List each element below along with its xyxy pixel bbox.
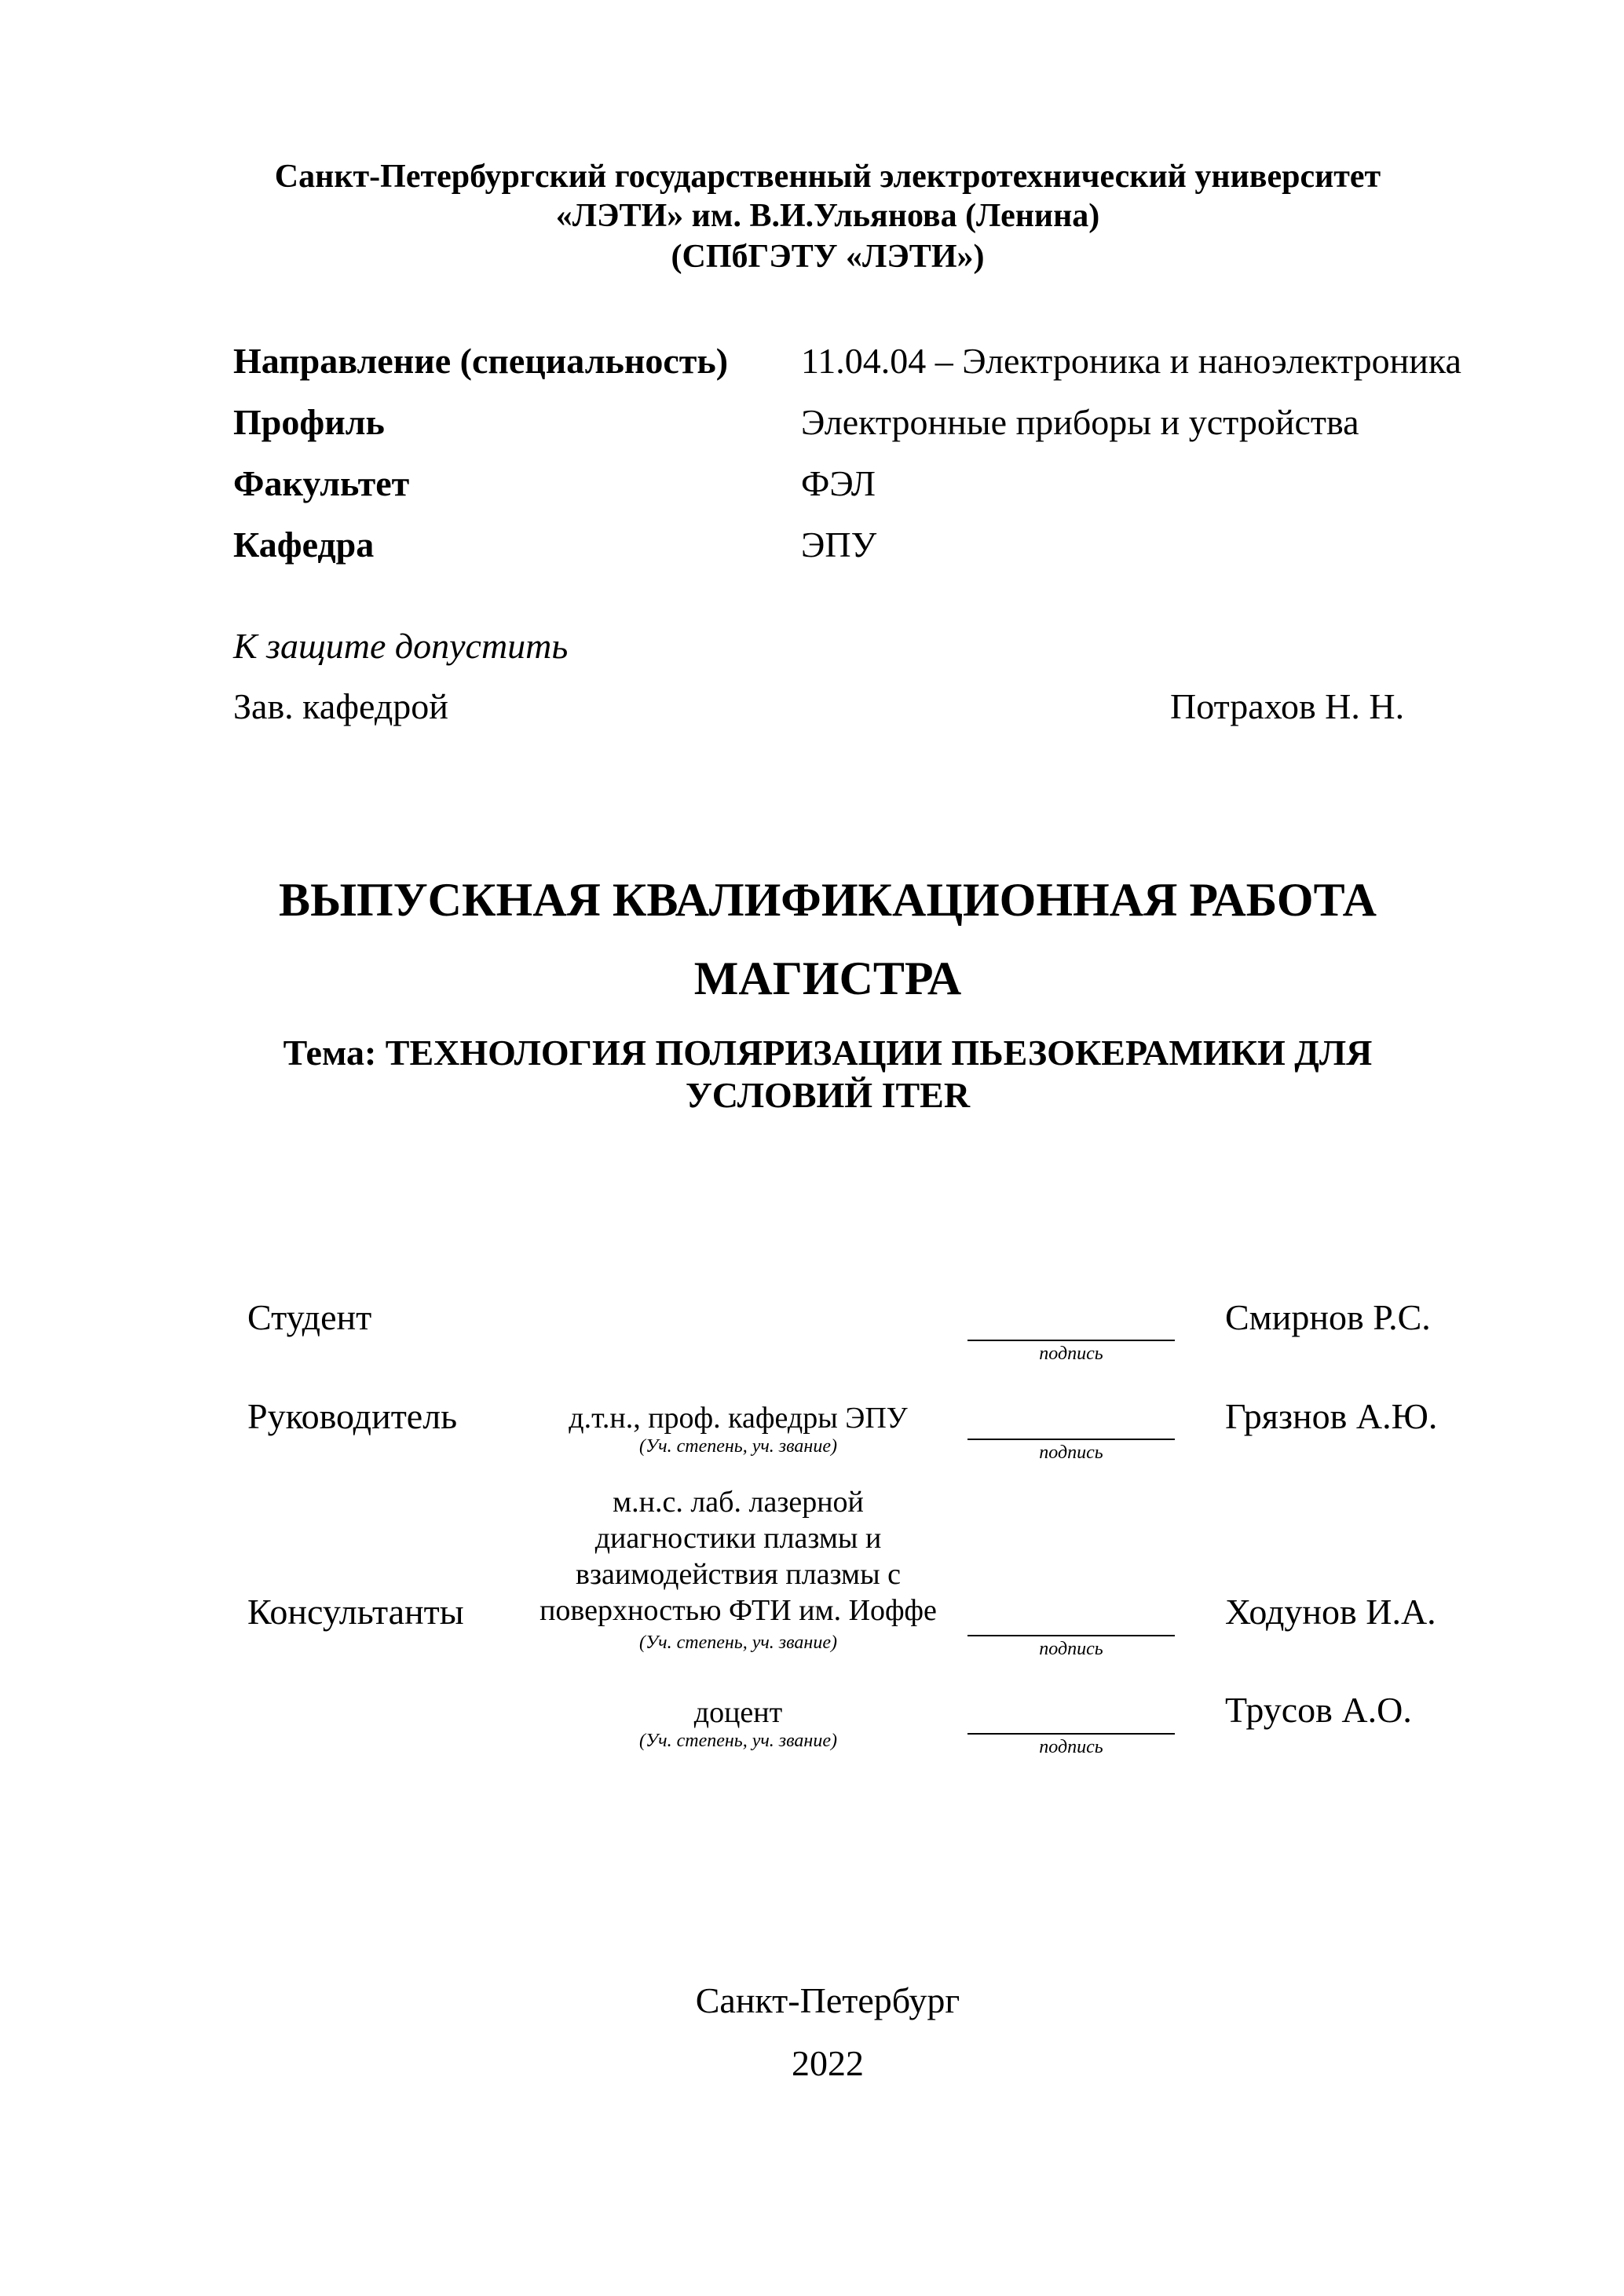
profile-label: Профиль (233, 402, 385, 442)
head-of-department-label: Зав. кафедрой (233, 686, 448, 726)
university-short-name: (СПбГЭТУ «ЛЭТИ») (671, 239, 985, 275)
defense-approval-note: К защите допустить (233, 626, 569, 666)
university-abbrev-name: «ЛЭТИ» им. В.И.Ульянова (Ленина) (555, 198, 1100, 234)
head-of-department-name: Потрахов Н. Н. (1170, 686, 1405, 726)
department-value: ЭПУ (801, 525, 877, 565)
supervisor-name: Грязнов А.Ю. (1225, 1396, 1438, 1436)
supervisor-degree-caption: (Уч. степень, уч. звание) (639, 1436, 837, 1457)
student-name: Смирнов Р.С. (1225, 1297, 1431, 1337)
consultant1-degree-line2: диагностики плазмы и (594, 1522, 882, 1555)
direction-label: Направление (специальность) (233, 341, 729, 381)
direction-value: 11.04.04 – Электроника и наноэлектроника (801, 341, 1461, 381)
university-name: Санкт-Петербургский государственный электротехнический университет (274, 159, 1381, 195)
consultant1-degree-caption: (Уч. степень, уч. звание) (639, 1632, 837, 1653)
supervisor-signature-caption: подпись (1039, 1442, 1103, 1463)
supervisor-signature-line (967, 1439, 1175, 1440)
consultant2-signature-line (967, 1733, 1175, 1735)
profile-value: Электронные приборы и устройства (801, 402, 1359, 442)
consultant2-degree-caption: (Уч. степень, уч. звание) (639, 1731, 837, 1751)
student-role: Студент (247, 1297, 372, 1337)
consultant1-degree-line3: взаимодействия плазмы с (576, 1558, 901, 1591)
department-label: Кафедра (233, 525, 375, 565)
consultant1-signature-line (967, 1635, 1175, 1636)
student-signature-caption: подпись (1039, 1344, 1103, 1364)
consultant1-name: Ходунов И.А. (1225, 1592, 1436, 1632)
supervisor-role: Руководитель (247, 1396, 458, 1436)
consultant1-degree-line4: поверхностью ФТИ им. Иоффе (540, 1594, 937, 1627)
faculty-label: Факультет (233, 463, 410, 503)
city: Санкт-Петербург (695, 1980, 960, 2020)
consultant1-signature-caption: подпись (1039, 1639, 1103, 1659)
consultant2-degree: доцент (693, 1696, 783, 1729)
consultant2-signature-caption: подпись (1039, 1737, 1103, 1757)
thesis-topic-line2: УСЛОВИЙ ITER (685, 1075, 971, 1115)
consultants-role: Консультанты (247, 1592, 464, 1632)
thesis-title: ВЫПУСКНАЯ КВАЛИФИКАЦИОННАЯ РАБОТА (279, 874, 1377, 926)
year: 2022 (792, 2043, 864, 2083)
thesis-degree: МАГИСТРА (693, 952, 962, 1004)
faculty-value: ФЭЛ (801, 463, 876, 503)
student-signature-line (967, 1340, 1175, 1341)
supervisor-degree: д.т.н., проф. кафедры ЭПУ (569, 1402, 908, 1435)
thesis-topic-line1: Тема: ТЕХНОЛОГИЯ ПОЛЯРИЗАЦИИ ПЬЕЗОКЕРАМИКИ ДЛЯ (283, 1033, 1373, 1073)
consultant1-degree-line1: м.н.с. лаб. лазерной (613, 1486, 864, 1519)
consultant2-name: Трусов А.О. (1225, 1690, 1412, 1730)
